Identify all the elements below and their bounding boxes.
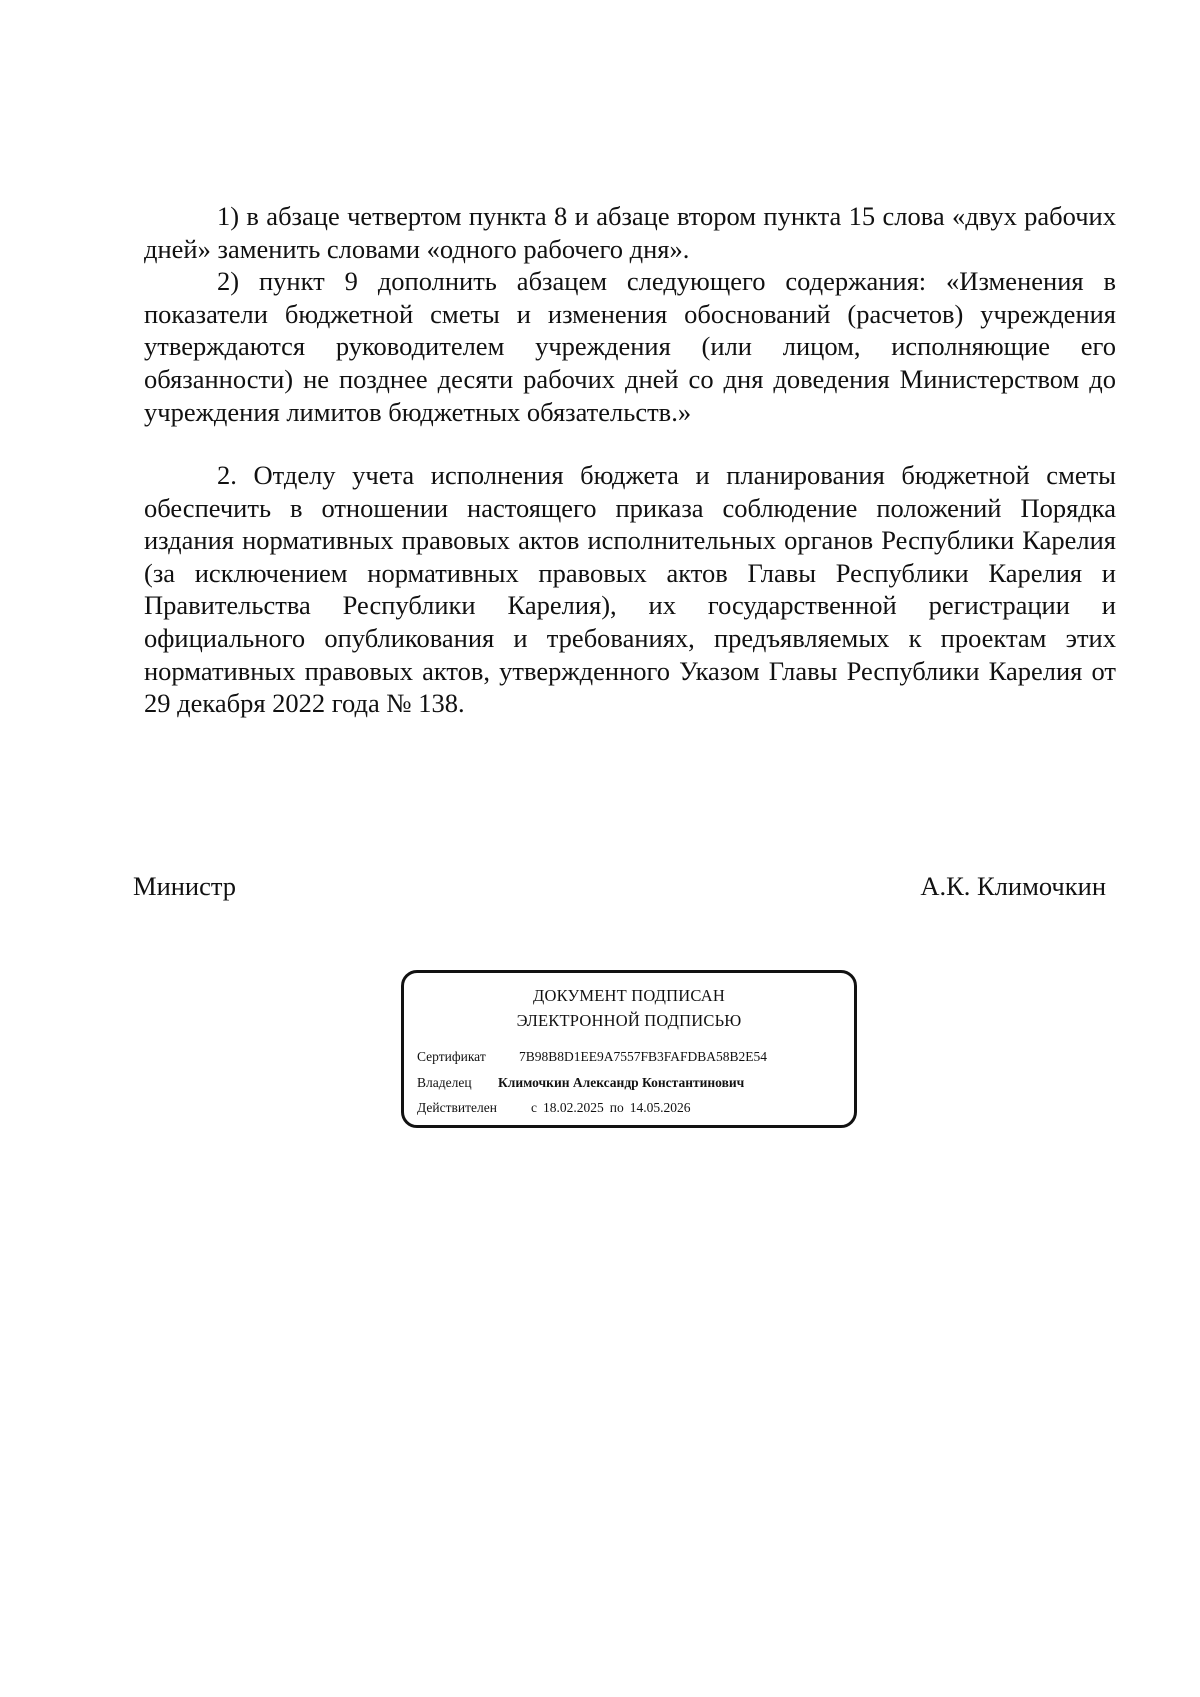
stamp-validity-row	[417, 1099, 690, 1117]
valid-to-prefix: по	[609, 1100, 624, 1115]
stamp-certificate-row	[417, 1048, 767, 1066]
stamp-header-line-1: ДОКУМЕНТ ПОДПИСАН	[533, 986, 725, 1005]
signatory-name: А.К. Климочкин	[920, 871, 1106, 901]
valid-from-date: 18.02.2025	[543, 1100, 604, 1115]
stamp-header-line-2: ЭЛЕКТРОННОЙ ПОДПИСЬЮ	[516, 1011, 742, 1030]
stamp-header	[404, 983, 854, 1033]
validity-label: Действителен	[417, 1100, 497, 1115]
valid-from-prefix: с	[531, 1100, 537, 1115]
owner-value: Климочкин Александр Константинович	[498, 1075, 745, 1090]
section-2-paragraph: 2. Отделу учета исполнения бюджета и планирования бюджетной сметы обеспечить в отношении настоящего приказа соблюдение положений Порядка издания нормативных правовых актов исполнительных органов Республики Карелия (за исключением нормативных правовых актов Главы Республики Карелия и Правительства Республики Карелия), их государственной регистрации и официального опубликования и требованиях, предъявляемых к проектам этих нормативных правовых актов, утвержденного Указом Главы Республики Карелия от 29 декабря 2022 года № 138.	[144, 460, 1116, 719]
stamp-owner-row	[417, 1074, 744, 1092]
signatory-title: Министр	[133, 871, 237, 901]
certificate-label: Сертификат	[417, 1049, 486, 1064]
amendments-block	[144, 200, 1116, 428]
owner-label: Владелец	[417, 1075, 472, 1090]
amendment-item-2: 2) пункт 9 дополнить абзацем следующего содержания: «Изменения в показатели бюджетной сметы и изменения обоснований (расчетов) учреждения утверждаются руководителем учреждения (или лицом, исполняющие его обязанности) не позднее десяти рабочих дней со дня доведения Министерством до учреждения лимитов бюджетных обязательств.»	[144, 266, 1116, 427]
section-2-block	[144, 459, 1116, 720]
amendment-item-1: 1) в абзаце четвертом пункта 8 и абзаце втором пункта 15 слова «двух рабочих дней» заменить словами «одного рабочего дня».	[144, 201, 1116, 264]
valid-to-date: 14.05.2026	[629, 1100, 691, 1115]
certificate-value: 7B98B8D1EE9A7557FB3FAFDBA58B2E54	[519, 1049, 768, 1064]
electronic-signature-stamp	[401, 970, 857, 1128]
